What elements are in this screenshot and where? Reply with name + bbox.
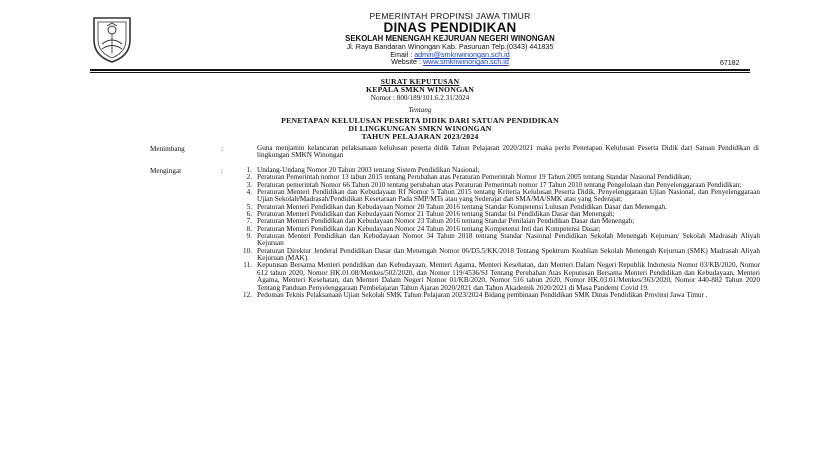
website-line xyxy=(240,58,660,66)
decree-subject-line2: DI LINGKUNGAN SMKN WINONGAN xyxy=(348,124,492,133)
item-number: 12. xyxy=(243,290,252,299)
website-link[interactable]: www.smknwinongan.sch.id xyxy=(422,57,509,67)
email-link[interactable]: admin@smknwinongan.sch.id xyxy=(414,49,510,59)
decree-issuer: KEPALA SMKN WINONGAN xyxy=(365,85,475,94)
item-number: 7. xyxy=(246,217,252,226)
decree-about: Tentang xyxy=(408,106,432,114)
item-text: Peraturan Menteri Pendidikan dan Kebudayaan Nomor 20 Tahun 2016 tentang Standar Kompetensi Lulusan Pendidikan Dasar dan Menengah. xyxy=(257,202,667,211)
item-text: Peraturan Pemerintah nomor 13 tahun 2015 tentang Perubahan atas Peraturan Pemerintah Nomor 19 Tahun 2005 tentang Standar Nasional Pendidikan; xyxy=(257,173,692,182)
item-text: Peraturan Menteri Pendidikan dan Kebudayaan Nomor 24 Tahun 2016 tentang Kompetensi Inti dan Kompetensi Dasar; xyxy=(257,224,601,233)
list-item xyxy=(230,248,760,263)
decree-subject-line3: TAHUN PELAJARAN 2023/2024 xyxy=(361,132,479,141)
menimbang-text: Guna menjamin kelancaran pelaksanaan kelulusan peserta didik Tahun Pelajaran 2020/2021 maka perlu Penetapan Kelulusan Peserta Didik dari Satuan Pendidikan di lingkungan SMKN Winongan xyxy=(257,144,759,160)
item-text: Peraturan pemerintah Nomor 66 Tahun 2010 tentang perubahan atas Peraturan Pemerintah nomor 17 Tahun 2010 tentang Pengelolaan dan Penyelenggaraan Pendidikan; xyxy=(257,180,742,189)
list-item xyxy=(230,292,760,299)
item-number: 5. xyxy=(246,202,252,211)
item-number: 2. xyxy=(246,173,252,182)
document-number: 67182 xyxy=(720,60,740,67)
decree-number: Nomor : 800/189/101.6.2.31/2024 xyxy=(370,94,470,102)
letterhead-rule-thick xyxy=(90,69,750,71)
department-name: DINAS PENDIDIKAN xyxy=(383,19,517,35)
decree-heading: SURAT KEPUTUSAN xyxy=(380,77,460,86)
item-number: 9. xyxy=(246,232,252,241)
item-text: Undang-Undang Nomor 20 Tahun 2003 tentang Sistem Pendidikan Nasional; xyxy=(257,166,480,174)
letterhead-text xyxy=(240,12,660,66)
list-item xyxy=(230,189,760,204)
item-number: 10. xyxy=(243,246,252,255)
list-item xyxy=(230,262,760,291)
menimbang-colon: : xyxy=(221,145,223,153)
item-number: 11. xyxy=(243,261,252,270)
item-text: Peraturan Menteri Pendidikan dan Kebudayaan Nomor 23 Tahun 2016 tentang Standar Penilaian Pendidikan Dasar dan Menengah; xyxy=(257,217,635,226)
website-label: Website : xyxy=(391,57,423,67)
school-name: SEKOLAH MENENGAH KEJURUAN NEGERI WINONGAN xyxy=(345,34,555,44)
item-number: 8. xyxy=(246,224,252,233)
letterhead xyxy=(90,12,750,68)
mengingat-colon: : xyxy=(221,167,223,175)
east-java-crest-icon xyxy=(90,14,134,64)
item-text: Keputusan Bersama Menteri pendidikan dan Kebudayaan, Menteri Agama, Menteri Kesehatan, dan Menteri Dalam Negeri Republik Indonesia Nomor 03/KB/2020, Nomor 612 tahun 2020, Nomor HK.01.08/Menkes/502/2020, dan Nomor 119/4536/SJ Tentang Perubahan Atas Keputusan Bersama Menteri Pendidikan dan Kebudayaan, Menteri Agama, Menteri Kesehatan, dan Menteri Dalam Negeri Nomor 01/KB/2020, Nomor 516 tahun 2020, Nomor HK.03.01/Menkes/363/2020, Nomor 440-882 Tahun 2020 Tentang Panduan Penyelenggaraan Pembelajaran Tahun Ajaran 2020/2021 dan Tahun Akademik 2020/2021 di Masa Pandemi Covid 19. xyxy=(257,261,760,292)
item-number: 4. xyxy=(246,188,252,197)
mengingat-label: Mengingat xyxy=(150,167,182,175)
school-address: Jl. Raya Bandaran Winongan Kab. Pasuruan Telp.(0343) 441835 xyxy=(346,42,554,52)
item-text: Peraturan Direktur Jenderal Pendidikan Dasar dan Menengah Nomor 06/D5.5/KK/2018 Tentang Spektrum Keahlian Sekolah Menengah Kejuruan (SMK) Madrasah Aliyah Kejuruan (MAK). xyxy=(257,246,760,263)
decree-subject-line1: PENETAPAN KELULUSAN PESERTA DIDIK DARI SATUAN PENDIDIKAN xyxy=(281,116,559,125)
item-text: Pedoman Teknis Pelaksanaan Ujian Sekolah SMK Tahun Pelajaran 2023/2024 Bidang pembinaan Pendidikan SMK Dinas Pendidikan Provinsi Jawa Timur . xyxy=(257,290,708,299)
item-text: Peraturan Menteri Pendidikan dan Kebudayaan RI Nomor 5 Tahun 2015 tentang Kriteria Kelulusan Peserta Didik, Penyelenggaraan Ujian Nasional, dan Penyelenggaraan Ujian Sekolah/Madrasah/Pendidikan Kesetaraan Pada SMP/MTs atau yang Sederajat dan SMA/MA/SMK atau yang Sederajat; xyxy=(257,188,760,204)
mengingat-list xyxy=(230,167,760,299)
letterhead-rule-thin xyxy=(90,72,750,73)
item-number: 1. xyxy=(246,166,252,174)
item-text: Peraturan Menteri Pendidikan dan Kebudayaan Nomor 34 Tahun 2018 tentang Standar Nasional Pendidikan Sekolah Menengah Kejuruan/ Sekolah Madrasah Aliyah Kejuruan xyxy=(257,232,760,248)
menimbang-label: Menimbang xyxy=(150,145,185,153)
item-text: Peraturan Menteri Pendidikan dan Kebudayaan Nomor 21 Tahun 2016 tentang Standar Isi Pendidikan Dasar dan Menengah; xyxy=(257,210,615,219)
government-name: PEMERINTAH PROPINSI JAWA TIMUR xyxy=(369,11,531,21)
list-item xyxy=(230,233,760,248)
email-label: Email : xyxy=(390,49,415,59)
item-number: 6. xyxy=(246,210,252,219)
item-number: 3. xyxy=(246,180,252,189)
